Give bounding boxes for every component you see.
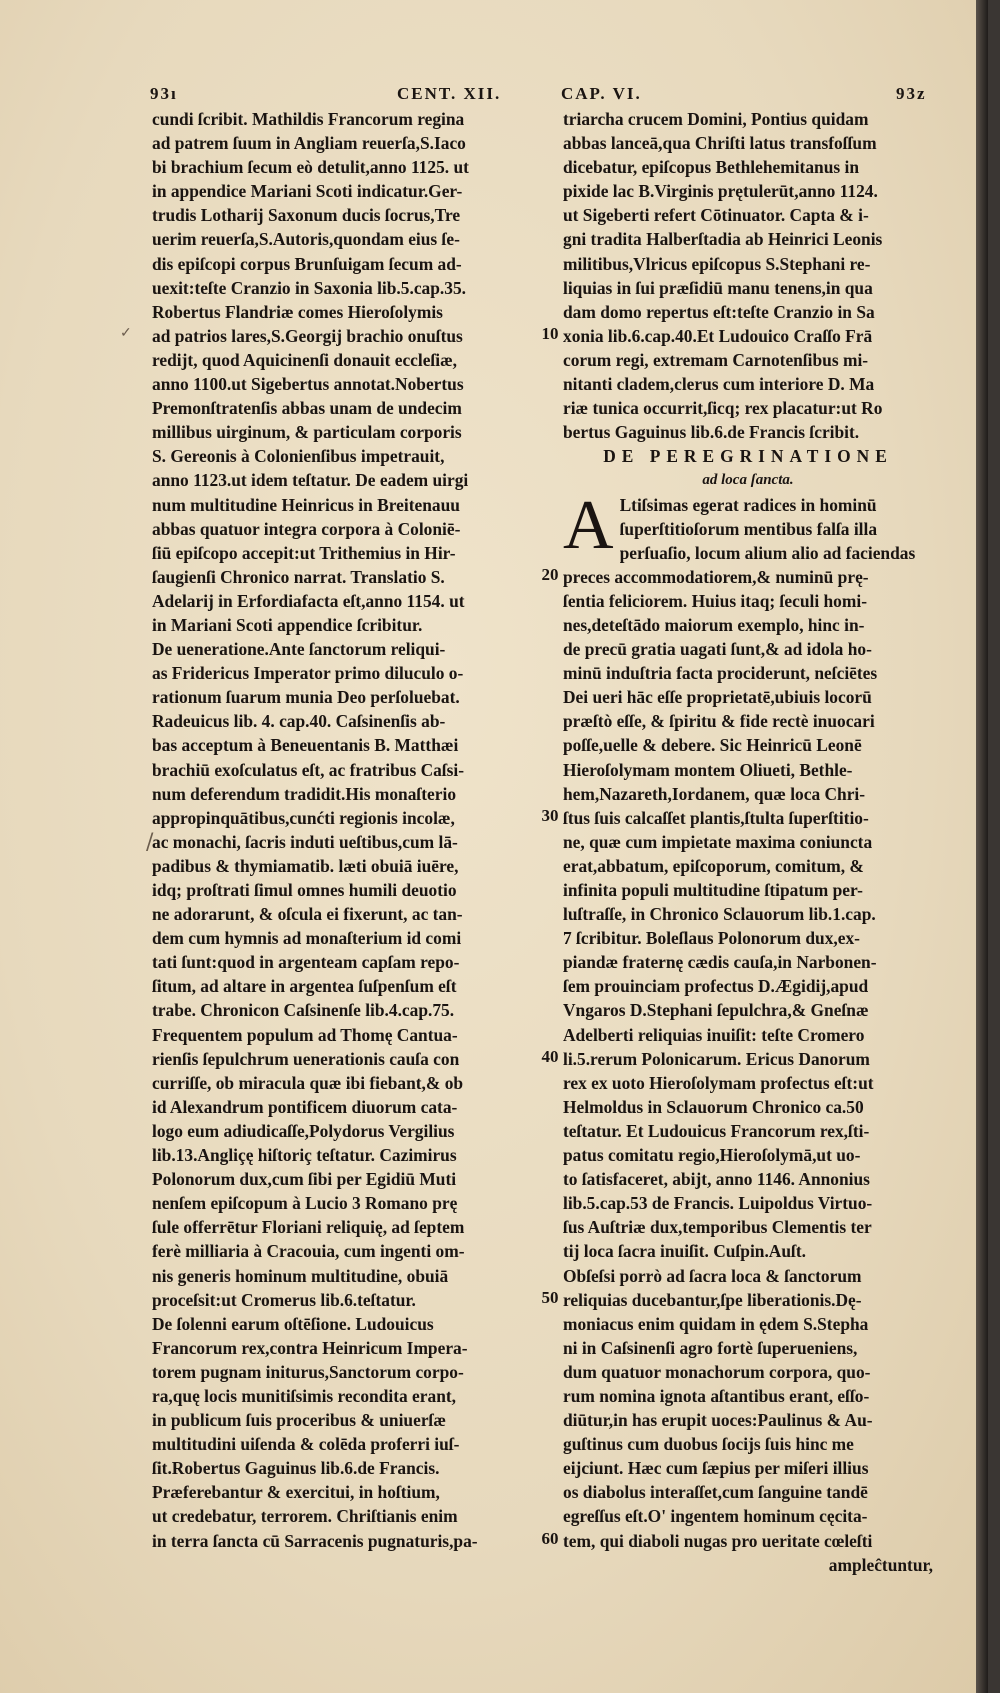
text-line: torem pugnam initurus,Sanctorum corpo- xyxy=(152,1361,464,1382)
text-line: bi brachium ſecum eò detulit,anno 1125. ut xyxy=(152,157,469,178)
line-number: 20 xyxy=(541,564,559,584)
text-line: uerim reuerſa,S.Autoris,quondam eius ſe- xyxy=(152,229,460,250)
text-line: id Alexandrum pontificem diuorum cata- xyxy=(152,1096,458,1117)
text-line: rum nomina ignota aſtantibus erant, eſſo- xyxy=(563,1385,870,1406)
text-line: logo eum adiudicaſſe,Polydorus Vergilius xyxy=(152,1120,455,1141)
text-line: Frequentem populum ad Thomę Cantua- xyxy=(152,1024,458,1045)
text-line: ſiū epiſcopo accepit:ut Trithemius in Hir- xyxy=(152,542,456,563)
line-number: 60 xyxy=(541,1528,559,1548)
text-line: bertus Gaguinus lib.6.de Francis ſcribit. xyxy=(563,422,860,443)
text-line: S. Gereonis à Colonienſibus impetrauit, xyxy=(152,446,445,467)
text-line: ni in Caſsinenſi agro fortè ſuperueniens, xyxy=(563,1337,858,1358)
text-line: ſem prouinciam profectus D.Ægidij,apud xyxy=(563,976,869,997)
right-column-body xyxy=(563,541,933,1553)
text-line: præſtò eſſe, & ſpiritu & fide rectè inuocari xyxy=(563,711,875,732)
text-line: padibus & thymiamatib. læti obuiā iuēre, xyxy=(152,855,459,876)
text-line: corum regi, extremam Carnotenſibus mi- xyxy=(563,349,869,370)
section-subheading: ad loca ſancta. xyxy=(702,472,794,489)
text-line: nis generis hominum multitudine, obuiā xyxy=(152,1265,449,1286)
text-line: minū induſtria facta prociderunt, neſciētes xyxy=(563,663,878,684)
text-line: Dei ueri hāc eſſe proprietatē,ubiuis locorū xyxy=(563,687,872,708)
text-line: guſtinus cum duobus ſocijs ſuis hinc me xyxy=(563,1434,854,1455)
text-line: as Fridericus Imperator primo diluculo o- xyxy=(152,663,464,684)
text-line: reliquias ducebantur,ſpe liberationis.Dę- xyxy=(563,1289,862,1310)
text-line: in appendice Mariani Scoti indicatur.Ger- xyxy=(152,181,463,202)
text-line: bas acceptum à Beneuentanis B. Matthæi xyxy=(152,735,459,756)
text-line: millibus uirginum, & particulam corporis xyxy=(152,422,462,443)
dropcap-lines xyxy=(563,493,933,541)
text-line: Helmoldus in Sclauorum Chronico ca.50 xyxy=(563,1096,864,1117)
text-line: appropinquātibus,cunćti regionis incolæ, xyxy=(152,807,455,828)
text-line: tati ſunt:quod in argenteam capſam repo- xyxy=(152,952,460,973)
text-line: egreſſus eſt.O' ingentem hominum cęcita- xyxy=(563,1506,868,1527)
line-number: 40 xyxy=(541,1046,559,1066)
text-line: poſſe,uelle & debere. Sic Heinricū Leonē xyxy=(563,735,862,756)
text-line: anno 1100.ut Sigebertus annotat.Nobertus xyxy=(152,374,464,395)
text-line: abbas lanceā,qua Chriſti latus transfoſſum xyxy=(563,133,877,154)
chapter-heading: CAP. VI. xyxy=(561,84,642,103)
text-line: to ſatisfaceret, abijt, anno 1146. Annonius xyxy=(563,1169,870,1190)
text-line: riæ tunica occurrit,ſicq; rex placatur:ut Ro xyxy=(563,398,883,419)
text-line: patus comitatu regio,Hieroſolymā,ut uo- xyxy=(563,1145,861,1166)
text-line: Francorum rex,contra Heinricum Impera- xyxy=(152,1337,468,1358)
line-number: 10 xyxy=(541,323,559,343)
text-line: redijt, quod Aquicinenſi donauit eccleſiæ, xyxy=(152,349,458,370)
right-page-number: 93z xyxy=(896,84,927,103)
right-text-column xyxy=(563,107,933,1577)
text-line: 7 ſcribitur. Boleſlaus Polonorum dux,ex- xyxy=(563,928,860,949)
text-line: hem,Nazareth,Iordanem, quæ loca Chri- xyxy=(563,783,866,804)
text-line: in Mariani Scoti appendice ſcribitur. xyxy=(152,614,423,635)
text-line: nes,deteſtādo maiorum exemplo, hinc in- xyxy=(563,614,865,635)
text-line: militibus,Vlricus epiſcopus S.Stephani re- xyxy=(563,253,871,274)
text-line: moniacus enim quidam in ędem S.Stepha xyxy=(563,1313,869,1334)
text-line: ne, quæ cum impietate maxima coniuncta xyxy=(563,831,873,852)
line-number: 30 xyxy=(541,805,559,825)
text-line: ſus Auſtriæ dux,temporibus Clementis ter xyxy=(563,1217,872,1238)
text-line: De ueneratione.Ante ſanctorum reliqui- xyxy=(152,639,446,660)
text-line: anno 1123.ut idem teſtatur. De eadem uirgi xyxy=(152,470,469,491)
text-line: ad patrem ſuum in Angliam reuerſa,S.Iaco xyxy=(152,133,466,154)
text-line: multitudini uiſenda & colēda proferri iuſ- xyxy=(152,1434,460,1455)
text-line: abbas quatuor integra corpora à Coloniē- xyxy=(152,518,461,539)
text-line: ſuperſtitioſorum mentibus falſa illa xyxy=(619,518,878,539)
text-line: dis epiſcopi corpus Brunſuigam ſecum ad- xyxy=(152,253,462,274)
text-line: liquias in ſui præſidiū manu tenens,in qua xyxy=(563,277,873,298)
text-line: proceſsit:ut Cromerus lib.6.teſtatur. xyxy=(152,1289,416,1310)
text-line: curriſſe, ob miracula quæ ibi fiebant,& ob xyxy=(152,1072,464,1093)
text-line: Robertus Flandriæ comes Hieroſolymis xyxy=(152,301,443,322)
margin-mark: ✓ xyxy=(120,325,132,341)
text-line: os diabolus interaſſet,cum ſanguine tandē xyxy=(563,1482,868,1503)
text-line: ſit.Robertus Gaguinus lib.6.de Francis. xyxy=(152,1458,440,1479)
text-line: erat,abbatum, epiſcoporum, comitum, & xyxy=(563,855,864,876)
text-line: Polonorum dux,cum ſibi per Egidiū Muti xyxy=(152,1169,457,1190)
text-line: ut Sigeberti refert Cōtinuator. Capta & i- xyxy=(563,205,869,226)
text-line: Premonſtratenſis abbas unam de undecim xyxy=(152,398,462,419)
text-line: dum quatuor monachorum corpora, quo- xyxy=(563,1361,871,1382)
text-line: triarcha crucem Domini, Pontius quidam xyxy=(563,109,869,129)
text-line: dem cum hymnis ad monaſterium id comi xyxy=(152,928,462,949)
text-line: Radeuicus lib. 4. cap.40. Caſsinenſis ab- xyxy=(152,711,446,732)
text-line: eijciunt. Hæc cum ſæpius per miſeri illius xyxy=(563,1458,869,1479)
text-line: Præferebantur & exercitui, in hoſtium, xyxy=(152,1482,440,1503)
text-line: trudis Lotharij Saxonum ducis ſocrus,Tre xyxy=(152,205,461,226)
text-line: dicebatur, epiſcopus Bethlehemitanus in xyxy=(563,157,860,178)
right-column-top xyxy=(563,107,933,444)
century-heading: CENT. XII. xyxy=(397,84,502,103)
text-line: Adelarij in Erfordiafacta eſt,anno 1154. ut xyxy=(152,590,465,611)
text-line: piandæ fraternę cædis cauſa,in Narbonen- xyxy=(563,952,877,973)
text-line: brachiū exoſculatus eſt, ac fratribus Caſsi- xyxy=(152,759,465,780)
text-line: ſitum, ad altare in argentea ſuſpenſum eſt xyxy=(152,976,457,997)
text-line: rienſis ſepulchrum uenerationis cauſa con xyxy=(152,1048,460,1069)
text-line: luſtraſſe, in Chronico Sclauorum lib.1.cap. xyxy=(563,904,876,925)
text-line: rationum ſuarum munia Deo perſoluebat. xyxy=(152,687,460,708)
text-line: pixide lac B.Virginis prętulerūt,anno 1124. xyxy=(563,181,878,202)
text-line: ſule offerrētur Floriani reliquię, ad ſeptem xyxy=(152,1217,465,1238)
margin-mark: / xyxy=(146,830,154,855)
text-line: lib.13.Angliçę hiſtoriç teſtatur. Cazimirus xyxy=(152,1145,457,1166)
text-line: Vngaros D.Stephani ſepulchra,& Gneſnæ xyxy=(563,1000,869,1021)
text-line: nitanti cladem,clerus cum interiore D. Ma xyxy=(563,374,875,395)
text-line: in publicum ſuis proceribus & uniuerſæ xyxy=(152,1410,446,1431)
text-line: tij loca ſacra inuiſit. Cuſpin.Auſt. xyxy=(563,1241,807,1262)
text-line: num deferendum tradidit.His monaſterio xyxy=(152,783,457,804)
text-line: idq; proſtrati ſimul omnes humili deuotio xyxy=(152,880,457,900)
text-line: ſaugienſi Chronico narrat. Translatio S. xyxy=(152,566,445,587)
text-line: rex ex uoto Hieroſolymam profectus eſt:ut xyxy=(563,1072,874,1093)
text-line: diūtur,in has erupit uoces:Paulinus & Au- xyxy=(563,1410,873,1431)
text-line: ferè milliaria à Cracouia, cum ingenti om- xyxy=(152,1241,465,1262)
text-line: ad patrios lares,S.Georgij brachio onuſtus xyxy=(152,325,463,346)
page-edge-shadow xyxy=(976,0,988,1693)
text-line: ac monachi, ſacris induti ueſtibus,cum lā- xyxy=(152,831,458,852)
text-line: Hieroſolymam montem Oliueti, Bethle- xyxy=(563,759,853,780)
text-line: num multitudine Heinricus in Breitenauu xyxy=(152,494,460,515)
section-heading: DE PEREGRINATIONE xyxy=(603,446,893,467)
text-line: cundi ſcribit. Mathildis Francorum regina xyxy=(152,109,465,129)
text-line: perſuaſio, locum alium alio ad faciendas xyxy=(619,542,916,563)
text-line: trabe. Chronicon Caſsinenſe lib.4.cap.75. xyxy=(152,1000,455,1021)
text-line: Ltiſsimas egerat radices in hominū xyxy=(619,494,877,515)
text-line: lib.5.cap.53 de Francis. Luipoldus Virtuo- xyxy=(563,1193,873,1214)
text-line: ra,quę locis munitiſsimis recondita erant, xyxy=(152,1385,457,1406)
text-line: teſtatur. Et Ludouicus Francorum rex,ſti- xyxy=(563,1120,870,1141)
text-line: de precū gratia uagati ſunt,& ad idola ho- xyxy=(563,639,872,660)
text-line: gni tradita Halberſtadia ab Heinrici Leonis xyxy=(563,229,883,250)
text-line: ſtus ſuis calcaſſet plantis,ſtulta ſuperſtitio- xyxy=(563,807,869,828)
line-number: 50 xyxy=(541,1287,559,1307)
text-line: infinita populi multitudine ſtipatum per- xyxy=(563,880,863,900)
text-line: ut credebatur, terrorem. Chriſtianis enim xyxy=(152,1506,458,1527)
text-line: De ſolenni earum oſtēſione. Ludouicus xyxy=(152,1313,434,1334)
text-line: ſentia feliciorem. Huius itaq; ſeculi homi- xyxy=(563,590,867,611)
drop-cap-letter: A xyxy=(563,486,614,564)
text-line: ne adorarunt, & oſcula ei fixerunt, ac tan- xyxy=(152,904,463,925)
text-line: Adelberti reliquias inuiſit: teſte Cromero xyxy=(563,1024,865,1045)
text-line: xonia lib.6.cap.40.Et Ludouico Craſſo Frā xyxy=(563,325,873,346)
left-text-column xyxy=(152,107,537,1553)
text-line: in terra ſancta cū Sarracenis pugnaturis,pa- xyxy=(152,1530,478,1551)
running-head xyxy=(150,84,930,108)
text-line: nenſem epiſcopum à Lucio 3 Romano prę xyxy=(152,1193,458,1214)
text-line: tem, qui diaboli nugas pro ueritate cœleſti xyxy=(563,1530,873,1551)
catchword: ampleĉtuntur, xyxy=(828,1554,933,1575)
text-line: preces accommodatiorem,& numinū prę- xyxy=(563,566,869,587)
text-line: uexit:teſte Cranzio in Saxonia lib.5.cap.35. xyxy=(152,277,466,298)
text-line: Obſeſsi porrò ad ſacra loca & ſanctorum xyxy=(563,1265,862,1286)
text-line: li.5.rerum Polonicarum. Ericus Danorum xyxy=(563,1048,870,1069)
text-line: dam domo repertus eſt:teſte Cranzio in Sa xyxy=(563,301,875,322)
left-page-number: 93ı xyxy=(150,84,178,103)
